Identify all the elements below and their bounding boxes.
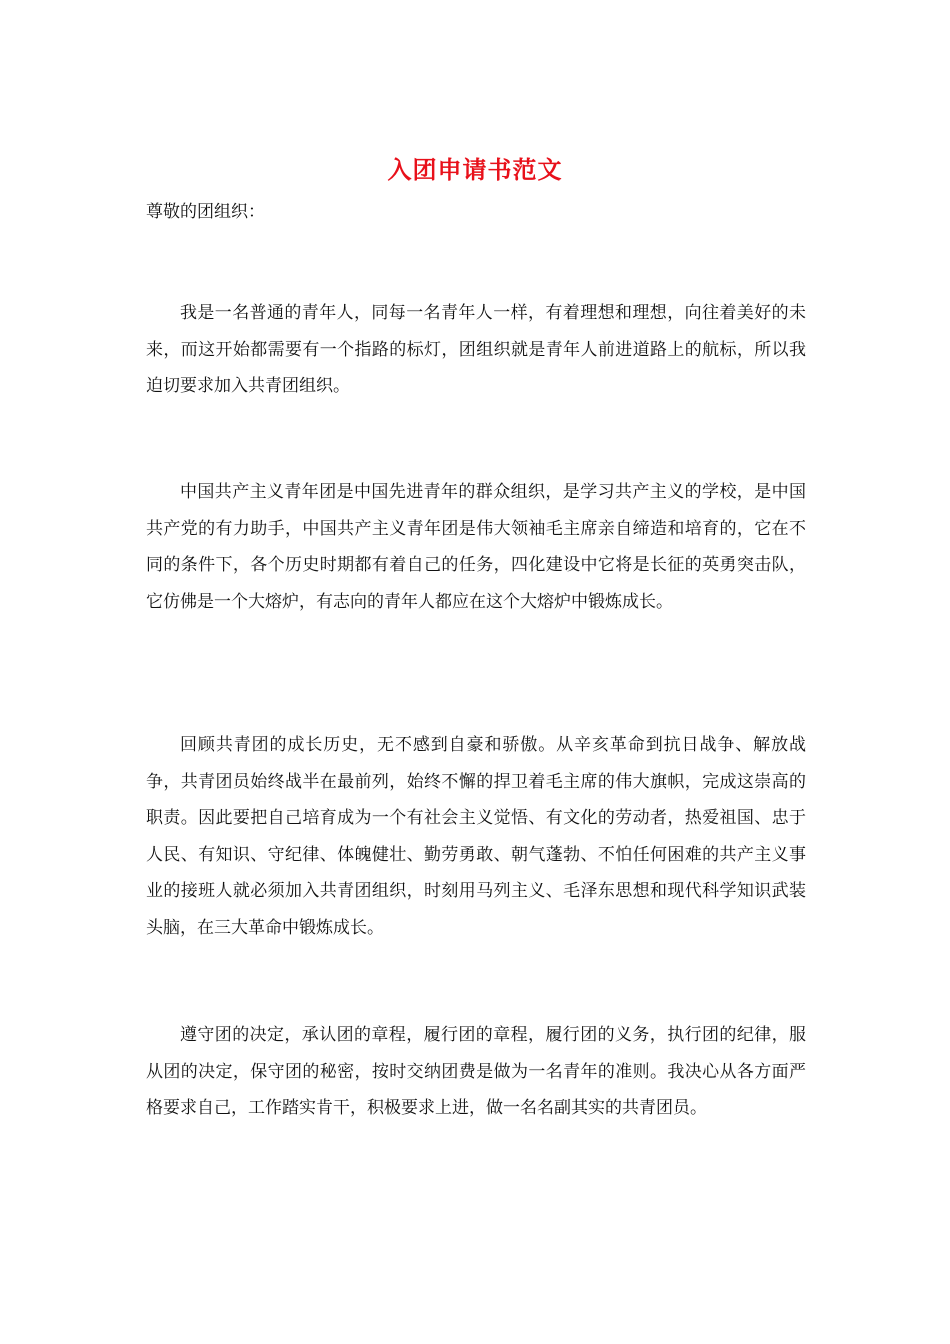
paragraph-3: 回顾共青团的成长历史，无不感到自豪和骄傲。从辛亥革命到抗日战争、解放战争，共青团员始终战半在最前列，始终不懈的捍卫着毛主席的伟大旗帜，完成这崇高的职责。因此要把自己培育成为一个有社会主义觉悟、有文化的劳动者，热爱祖国、忠于人民、有知识、守纪律、体魄健壮、勤劳勇敢、朝气蓬勃、不怕任何困难的共产主义事业的接班人就必须加入共青团组织，时刻用马列主义、毛泽东思想和现代科学知识武装头脑，在三大革命中锻炼成长。	[146, 735, 806, 938]
document-title: 入团申请书范文	[387, 155, 563, 184]
paragraph-2: 中国共产主义青年团是中国先进青年的群众组织，是学习共产主义的学校，是中国共产党的有力助手，中国共产主义青年团是伟大领袖毛主席亲自缔造和培育的，它在不同的条件下，各个历史时期都有着自己的任务，四化建设中它将是长征的英勇突击队，它仿佛是一个大熔炉，有志向的青年人都应在这个大熔炉中锻炼成长。	[146, 482, 806, 612]
paragraph-1: 我是一名普通的青年人，同每一名青年人一样，有着理想和理想，向往着美好的未来，而这开始都需要有一个指路的标灯，团组织就是青年人前进道路上的航标，所以我迫切要求加入共青团组织。	[146, 303, 806, 397]
salutation: 尊敬的团组织：	[146, 202, 265, 222]
paragraph-4: 遵守团的决定，承认团的章程，履行团的章程，履行团的义务，执行团的纪律，服从团的决定，保守团的秘密，按时交纳团费是做为一名青年的准则。我决心从各方面严格要求自己，工作踏实肯干，积极要求上进，做一名名副其实的共青团员。	[146, 1025, 806, 1119]
